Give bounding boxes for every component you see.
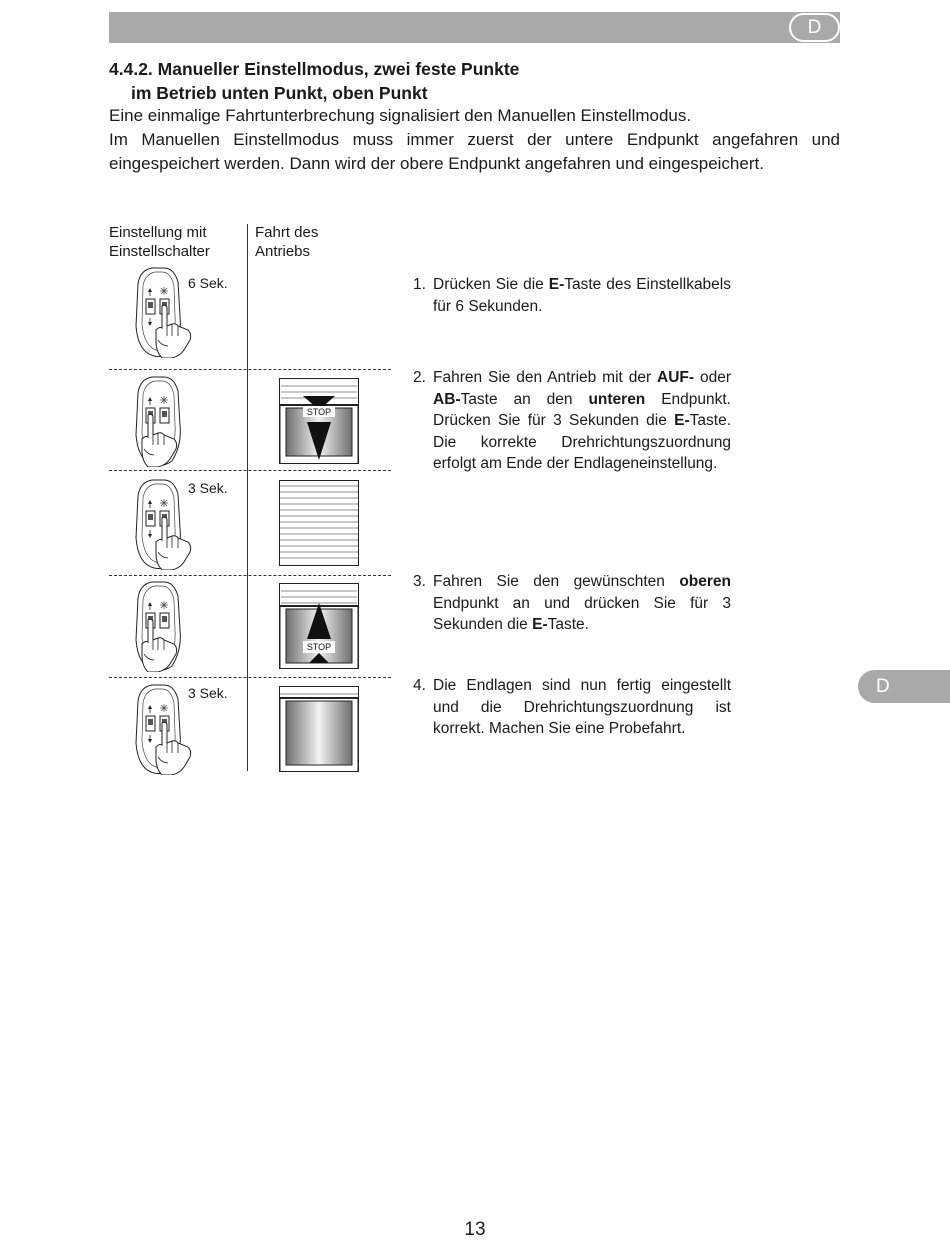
header-bar	[109, 12, 840, 43]
intro-paragraph-1: Eine einmalige Fahrtunterbrechung signalisiert den Manuellen Einstellmodus.	[109, 106, 692, 125]
shutter-closed-icon	[279, 480, 359, 566]
stop-label: STOP	[306, 407, 332, 417]
column-header-setting: Einstellung mit Einstellschalter	[109, 224, 210, 260]
step-4: 4. Die Endlagen sind nun fertig eingestellt und die Drehrichtungszuordnung ist korrekt. Machen Sie eine Probefahrt.	[413, 677, 731, 738]
shutter-moving-down-icon	[279, 378, 359, 464]
step-1: 1. Drücken Sie die E-Taste des Einstellkabels für 6 Sekunden.	[413, 276, 731, 315]
row-divider	[109, 470, 391, 471]
row-divider	[109, 575, 391, 576]
shutter-open-icon	[279, 686, 359, 772]
heading-line-1: 4.4.2. Manueller Einstellmodus, zwei feste Punkte	[109, 59, 520, 79]
column-divider	[247, 224, 248, 771]
heading-line-2: im Betrieb unten Punkt, oben Punkt	[131, 83, 428, 103]
remote-control-icon	[134, 478, 194, 570]
remote-control-icon	[134, 375, 194, 467]
duration-label: 6 Sek.	[188, 275, 228, 291]
duration-label: 3 Sek.	[188, 480, 228, 496]
duration-label: 3 Sek.	[188, 685, 228, 701]
intro-text	[109, 104, 840, 176]
stop-label: STOP	[306, 642, 332, 652]
language-badge: D	[789, 13, 840, 42]
remote-control-icon	[134, 266, 194, 358]
intro-paragraph-2: Im Manuellen Einstellmodus muss immer zuerst der untere Endpunkt angefahren und eingespeichert werden. Dann wird der obere Endpunkt angefahren und eingespeichert.	[109, 130, 840, 173]
step-3: 3. Fahren Sie den gewünschten oberen Endpunkt an und drücken Sie für 3 Sekunden die E-Taste.	[413, 573, 731, 634]
remote-control-icon	[134, 683, 194, 775]
shutter-moving-up-icon	[279, 583, 359, 669]
remote-control-icon	[134, 580, 194, 672]
row-divider	[109, 369, 391, 370]
page-number: 13	[464, 1219, 486, 1240]
section-heading	[109, 57, 519, 105]
step-2: 2. Fahren Sie den Antrieb mit der AUF- oder AB-Taste an den unteren Endpunkt. Drücken Sie für 3 Sekunden die E-Taste. Die korrekte Drehrichtungszuordnung erfolgt am Ende der Endlageneinstellung.	[413, 369, 731, 473]
row-divider	[109, 677, 391, 678]
language-side-tab: D	[858, 670, 950, 703]
column-header-drive: Fahrt des Antriebs	[255, 224, 319, 260]
